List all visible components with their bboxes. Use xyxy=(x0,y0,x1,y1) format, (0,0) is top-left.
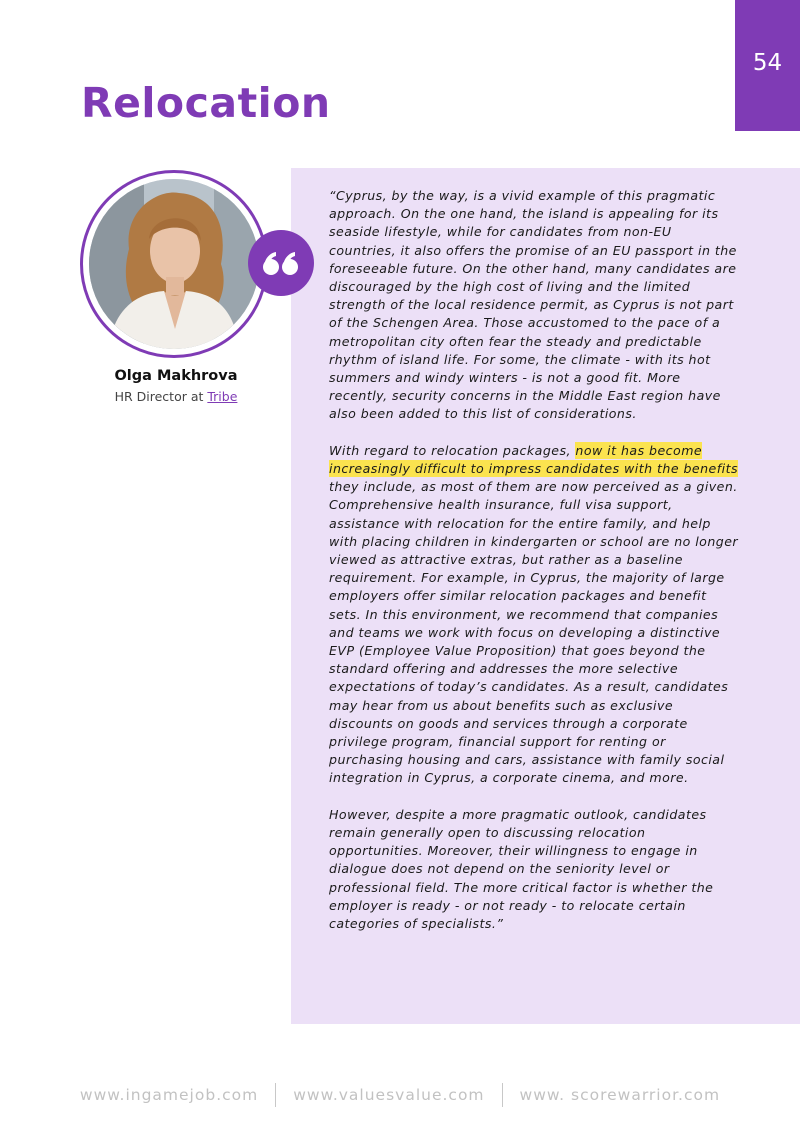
person-role xyxy=(80,389,272,404)
quote-paragraph-3: However, despite a more pragmatic outlook, candidates remain generally open to discussing relocation opportunities. Moreover, their willingness to engage in dialogue does not depend on the seniority level or professional field. The more critical factor is whether the employer is ready - or not ready - to relocate certain categories of specialists.” xyxy=(329,806,714,932)
footer-links xyxy=(0,1083,800,1107)
quote-paragraph-1: “Cyprus, by the way, is a vivid example of this pragmatic approach. On the one hand, the island is appealing for its seaside lifestyle, while for candidates from non-EU countries, it also offers the promise of an EU passport in the foreseeable future. On the other hand, many candidates are discouraged by the high cost of living and the limited strength of the local residence permit, as Cyprus is not part of the Schengen Area. Those accustomed to the pace of a metropolitan city often fear the steady and predictable rhythm of island life. For some, the climate - with its hot summers and windy winters - is not a good fit. More recently, security concerns in the Middle East region have also been added to this list of considerations. xyxy=(329,188,737,422)
page-title: Relocation xyxy=(81,79,331,127)
person-name: Olga Makhrova xyxy=(114,368,238,384)
person-role-prefix: HR Director at xyxy=(114,389,208,404)
page-number-tab xyxy=(735,0,800,131)
quote-paragraph-2-start: With regard to relocation packages, xyxy=(329,442,576,458)
portrait-photo xyxy=(89,179,259,349)
company-link[interactable]: Tribe xyxy=(207,389,238,404)
footer-link-valuesvalue[interactable]: www.valuesvalue.com xyxy=(293,1086,485,1104)
footer-divider xyxy=(502,1083,503,1107)
portrait-frame xyxy=(80,170,268,358)
page-number: 54 xyxy=(752,50,783,76)
highlighted-text: now it has become increasingly difficult to impress candidates with the benefits xyxy=(329,442,738,477)
quote-mark-icon xyxy=(248,230,314,296)
quote-paragraph-2-end: they include, as most of them are now perceived as a given. Comprehensive health insurance, full visa support, assistance with relocation for the entire family, and help with placing children in kindergarten or school are no longer viewed as attractive extras, but rather as a baseline requirement. For example, in Cyprus, the majority of large employers offer similar relocation packages and benefit sets. In this environment, we recommend that companies and teams we work with focus on developing a distinctive EVP (Employee Value Proposition) that goes beyond the standard offering and addresses the more selective expectations of today’s candidates. As a result, candidates may hear from us about benefits such as exclusive discounts on goods and services through a corporate privilege program, financial support for renting or purchasing housing and cars, assistance with family social integration in Cyprus, a corporate cinema, and more. xyxy=(329,479,739,786)
footer-link-ingamejob[interactable]: www.ingamejob.com xyxy=(79,1086,259,1104)
footer-link-scorewarrior[interactable]: www. scorewarrior.com xyxy=(519,1086,721,1104)
footer-divider xyxy=(275,1083,276,1107)
quote-text xyxy=(329,187,739,933)
quote-paragraph-2 xyxy=(329,442,739,788)
